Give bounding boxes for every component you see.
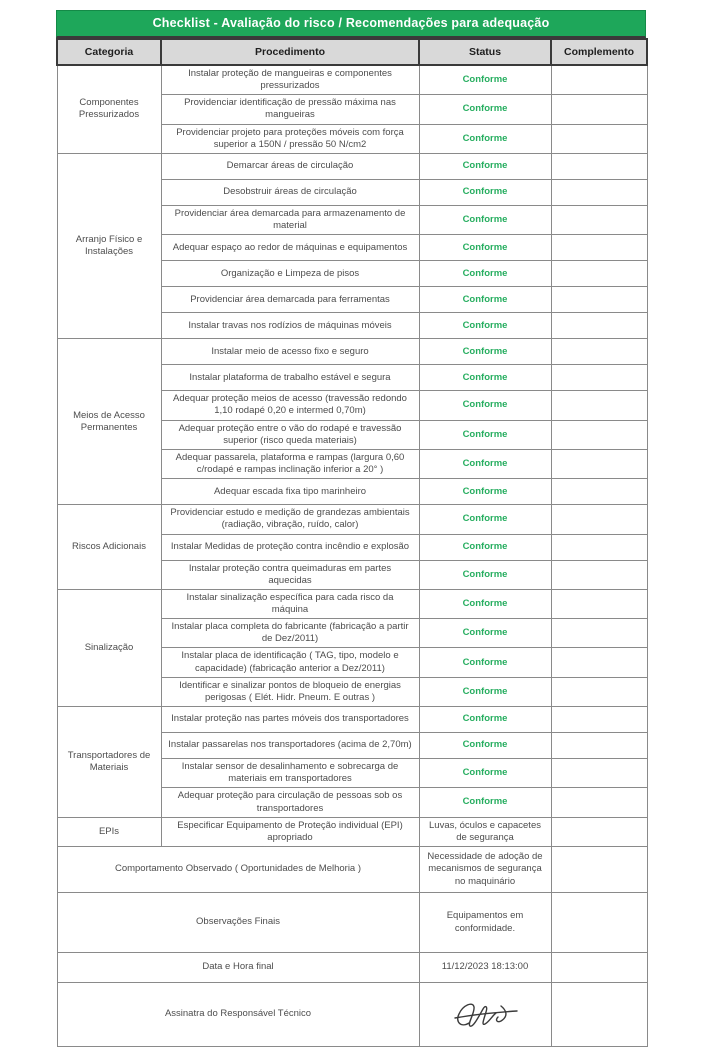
procedure-cell: Instalar placa completa do fabricante (fabricação a partir de Dez/2011) bbox=[161, 619, 419, 648]
table-row bbox=[57, 65, 647, 95]
procedure-cell: Demarcar áreas de circulação bbox=[161, 153, 419, 179]
category-cell: Arranjo Físico e Instalações bbox=[57, 153, 161, 338]
table-row bbox=[57, 589, 647, 618]
footer-row bbox=[57, 847, 647, 893]
footer-label-cell: Data e Hora final bbox=[57, 953, 419, 983]
status-cell: Conforme bbox=[419, 759, 551, 788]
procedure-cell: Instalar passarelas nos transportadores (acima de 2,70m) bbox=[161, 733, 419, 759]
complement-cell bbox=[551, 534, 647, 560]
category-cell: Meios de Acesso Permanentes bbox=[57, 339, 161, 505]
procedure-cell: Providenciar projeto para proteções móveis com força superior a 150N / pressão 50 N/cm2 bbox=[161, 124, 419, 153]
procedure-cell: Instalar sinalização específica para cada risco da máquina bbox=[161, 589, 419, 618]
header-row bbox=[57, 39, 647, 65]
complement-cell bbox=[551, 365, 647, 391]
procedure-cell: Instalar Medidas de proteção contra incêndio e explosão bbox=[161, 534, 419, 560]
complement-cell bbox=[551, 95, 647, 124]
procedure-cell: Instalar placa de identificação ( TAG, tipo, modelo e capacidade) (fabricação anterior a Dez/2011) bbox=[161, 648, 419, 677]
complement-cell bbox=[551, 505, 647, 534]
status-cell: Luvas, óculos e capacetes de segurança bbox=[419, 817, 551, 846]
complement-cell bbox=[551, 449, 647, 478]
status-cell: Conforme bbox=[419, 205, 551, 234]
procedure-cell: Providenciar estudo e medição de grandezas ambientais (radiação, vibração, ruído, calor) bbox=[161, 505, 419, 534]
category-cell: Riscos Adicionais bbox=[57, 505, 161, 590]
procedure-cell: Instalar proteção nas partes móveis dos transportadores bbox=[161, 707, 419, 733]
complement-cell bbox=[551, 479, 647, 505]
complement-cell bbox=[551, 235, 647, 261]
column-header-complemento: Complemento bbox=[551, 39, 647, 65]
signature-image bbox=[443, 996, 527, 1034]
procedure-cell: Providenciar área demarcada para ferramentas bbox=[161, 287, 419, 313]
status-cell: Conforme bbox=[419, 788, 551, 817]
complement-cell bbox=[551, 759, 647, 788]
complement-cell bbox=[551, 205, 647, 234]
status-cell: Conforme bbox=[419, 707, 551, 733]
footer-status-cell: Necessidade de adoção de mecanismos de segurança no maquinário bbox=[419, 847, 551, 893]
procedure-cell: Adequar proteção para circulação de pessoas sob os transportadores bbox=[161, 788, 419, 817]
status-cell: Conforme bbox=[419, 534, 551, 560]
procedure-cell: Identificar e sinalizar pontos de bloqueio de energias perigosas ( Elét. Hidr. Pneum. E outras ) bbox=[161, 677, 419, 706]
complement-cell bbox=[551, 983, 647, 1047]
complement-cell bbox=[551, 619, 647, 648]
procedure-cell: Instalar sensor de desalinhamento e sobrecarga de materiais em transportadores bbox=[161, 759, 419, 788]
complement-cell bbox=[551, 124, 647, 153]
footer-label-cell: Assinatra do Responsável Técnico bbox=[57, 983, 419, 1047]
procedure-cell: Instalar plataforma de trabalho estável e segura bbox=[161, 365, 419, 391]
footer-row bbox=[57, 893, 647, 953]
procedure-cell: Providenciar identificação de pressão máxima nas mangueiras bbox=[161, 95, 419, 124]
procedure-cell: Desobstruir áreas de circulação bbox=[161, 179, 419, 205]
complement-cell bbox=[551, 261, 647, 287]
procedure-cell: Adequar escada fixa tipo marinheiro bbox=[161, 479, 419, 505]
footer-status-cell: Equipamentos em conformidade. bbox=[419, 893, 551, 953]
page-title: Checklist - Avaliação do risco / Recomendações para adequação bbox=[56, 10, 646, 38]
complement-cell bbox=[551, 817, 647, 846]
table-row bbox=[57, 817, 647, 846]
procedure-cell: Adequar proteção entre o vão do rodapé e travessão superior (risco queda materiais) bbox=[161, 420, 419, 449]
column-header-categoria: Categoria bbox=[57, 39, 161, 65]
procedure-cell: Organização e Limpeza de pisos bbox=[161, 261, 419, 287]
category-cell: EPIs bbox=[57, 817, 161, 846]
status-cell: Conforme bbox=[419, 313, 551, 339]
footer-row bbox=[57, 983, 647, 1047]
complement-cell bbox=[551, 953, 647, 983]
table-row bbox=[57, 339, 647, 365]
table-row bbox=[57, 707, 647, 733]
status-cell: Conforme bbox=[419, 261, 551, 287]
status-cell: Conforme bbox=[419, 733, 551, 759]
procedure-cell: Adequar proteção meios de acesso (travessão redondo 1,10 rodapé 0,20 e intermed 0,70m) bbox=[161, 391, 419, 420]
signature-cell bbox=[419, 983, 551, 1047]
complement-cell bbox=[551, 65, 647, 95]
category-cell: Transportadores de Materiais bbox=[57, 707, 161, 818]
complement-cell bbox=[551, 788, 647, 817]
procedure-cell: Instalar proteção contra queimaduras em partes aquecidas bbox=[161, 560, 419, 589]
status-cell: Conforme bbox=[419, 479, 551, 505]
procedure-cell: Adequar passarela, plataforma e rampas (largura 0,60 c/rodapé e rampas inclinação inferior a 20° ) bbox=[161, 449, 419, 478]
complement-cell bbox=[551, 287, 647, 313]
status-cell: Conforme bbox=[419, 365, 551, 391]
complement-cell bbox=[551, 707, 647, 733]
status-cell: Conforme bbox=[419, 339, 551, 365]
category-cell: Sinalização bbox=[57, 589, 161, 706]
status-cell: Conforme bbox=[419, 505, 551, 534]
checklist-document bbox=[56, 10, 646, 1047]
complement-cell bbox=[551, 179, 647, 205]
footer-label-cell: Observações Finais bbox=[57, 893, 419, 953]
checklist-table bbox=[56, 38, 648, 1047]
complement-cell bbox=[551, 153, 647, 179]
status-cell: Conforme bbox=[419, 449, 551, 478]
complement-cell bbox=[551, 677, 647, 706]
complement-cell bbox=[551, 391, 647, 420]
category-cell: Componentes Pressurizados bbox=[57, 65, 161, 153]
status-cell: Conforme bbox=[419, 648, 551, 677]
status-cell: Conforme bbox=[419, 560, 551, 589]
complement-cell bbox=[551, 420, 647, 449]
status-cell: Conforme bbox=[419, 65, 551, 95]
table-row bbox=[57, 153, 647, 179]
procedure-cell: Instalar proteção de mangueiras e componentes pressurizados bbox=[161, 65, 419, 95]
column-header-procedimento: Procedimento bbox=[161, 39, 419, 65]
footer-status-cell: 11/12/2023 18:13:00 bbox=[419, 953, 551, 983]
procedure-cell: Providenciar área demarcada para armazenamento de material bbox=[161, 205, 419, 234]
status-cell: Conforme bbox=[419, 287, 551, 313]
status-cell: Conforme bbox=[419, 95, 551, 124]
procedure-cell: Instalar travas nos rodízios de máquinas móveis bbox=[161, 313, 419, 339]
complement-cell bbox=[551, 648, 647, 677]
table-body bbox=[57, 65, 647, 1047]
complement-cell bbox=[551, 733, 647, 759]
procedure-cell: Especificar Equipamento de Proteção individual (EPI) apropriado bbox=[161, 817, 419, 846]
status-cell: Conforme bbox=[419, 420, 551, 449]
footer-label-cell: Comportamento Observado ( Oportunidades de Melhoria ) bbox=[57, 847, 419, 893]
footer-row bbox=[57, 953, 647, 983]
status-cell: Conforme bbox=[419, 677, 551, 706]
table-row bbox=[57, 505, 647, 534]
complement-cell bbox=[551, 589, 647, 618]
status-cell: Conforme bbox=[419, 619, 551, 648]
status-cell: Conforme bbox=[419, 589, 551, 618]
complement-cell bbox=[551, 313, 647, 339]
complement-cell bbox=[551, 847, 647, 893]
complement-cell bbox=[551, 893, 647, 953]
procedure-cell: Instalar meio de acesso fixo e seguro bbox=[161, 339, 419, 365]
table-header bbox=[57, 39, 647, 65]
column-header-status: Status bbox=[419, 39, 551, 65]
procedure-cell: Adequar espaço ao redor de máquinas e equipamentos bbox=[161, 235, 419, 261]
status-cell: Conforme bbox=[419, 124, 551, 153]
status-cell: Conforme bbox=[419, 391, 551, 420]
status-cell: Conforme bbox=[419, 235, 551, 261]
complement-cell bbox=[551, 560, 647, 589]
complement-cell bbox=[551, 339, 647, 365]
status-cell: Conforme bbox=[419, 179, 551, 205]
status-cell: Conforme bbox=[419, 153, 551, 179]
